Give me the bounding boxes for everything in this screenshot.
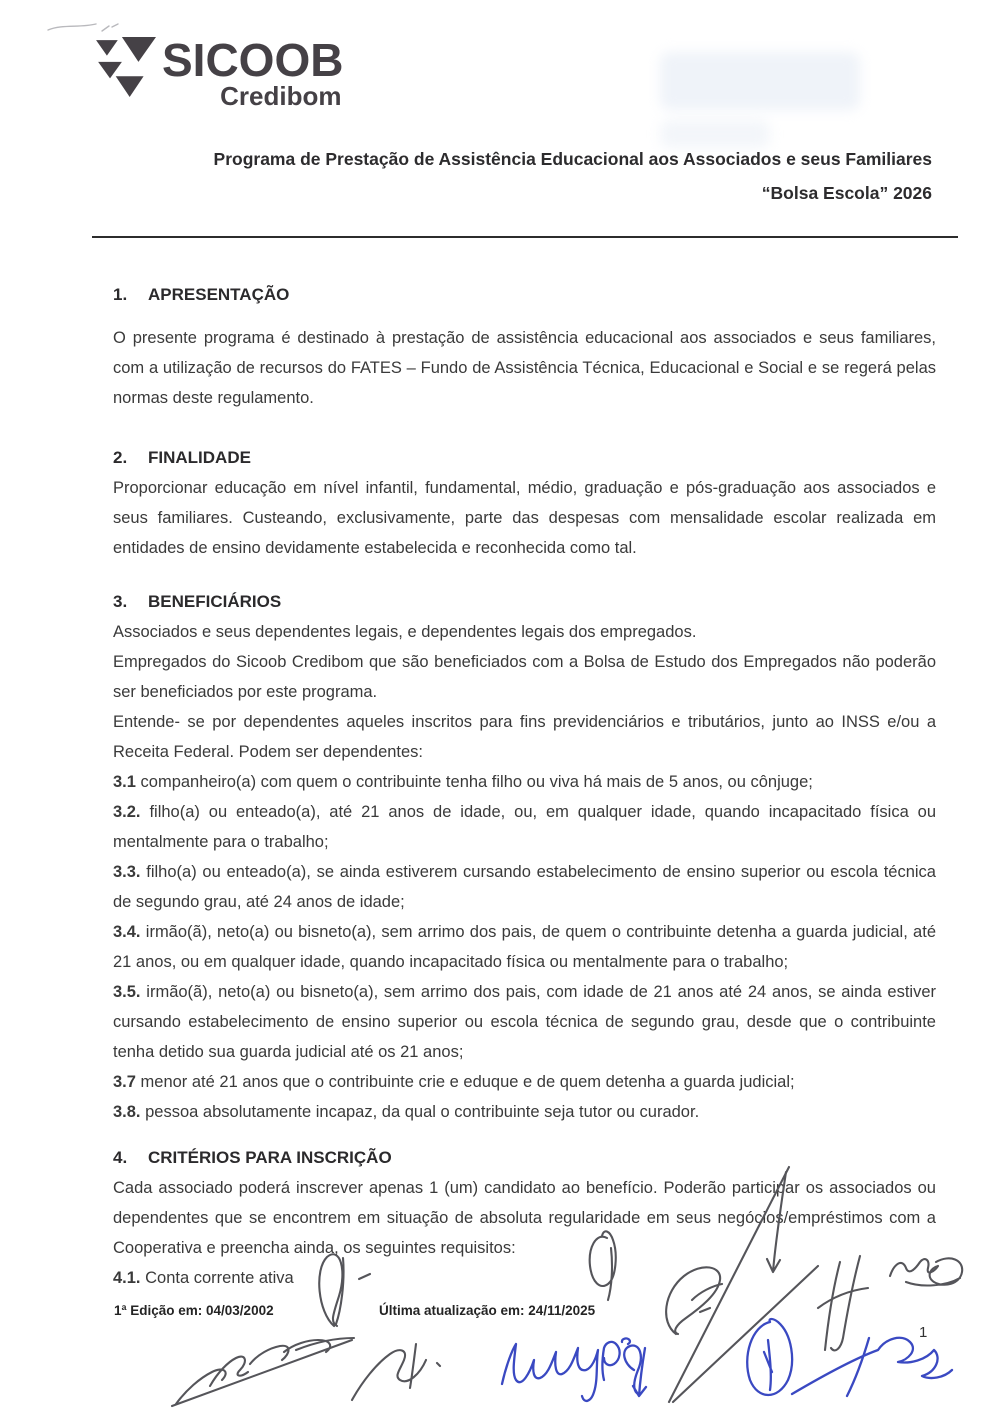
list-item: [113, 797, 936, 857]
section-heading-apresentacao: [113, 280, 936, 310]
paragraph: Cada associado poderá inscrever apenas 1 (um) candidato ao benefício. Poderão participar os associados ou dependentes que se encontrem em situação de absoluta regularidade em seus negócios/empréstimos com a Cooperativa e preencha ainda, os seguintes requisitos:: [113, 1179, 936, 1257]
paragraph: Associados e seus dependentes legais, e dependentes legais dos empregados.: [113, 623, 697, 641]
section-label: CRITÉRIOS PARA INSCRIÇÃO: [148, 1148, 392, 1167]
sicoob-logo-text: [162, 36, 343, 110]
sicoob-subbrand-text: Credibom: [220, 81, 342, 111]
item-label: 3.5.: [113, 983, 141, 1001]
paragraph: O presente programa é destinado à prestação de assistência educacional aos associados e seus familiares, com a utilização de recursos do FATES – Fundo de Assistência Técnica, Educacional e Social e se regerá pelas normas deste regulamento.: [113, 329, 936, 407]
paragraph: Empregados do Sicoob Credibom que são beneficiados com a Bolsa de Estudo dos Empregados não poderão ser beneficiados por este programa.: [113, 653, 936, 701]
item-text: pessoa absolutamente incapaz, da qual o contribuinte seja tutor ou curador.: [145, 1103, 700, 1121]
item-label: 3.7: [113, 1073, 136, 1091]
item-text: filho(a) ou enteado(a), se ainda estiverem cursando estabelecimento de ensino superior ou escola técnica de segundo grau, até 24 anos de idade;: [113, 863, 936, 911]
signature-underline: [172, 1338, 354, 1406]
section-number: 2.: [113, 448, 128, 467]
paragraph: Entende- se por dependentes aqueles inscritos para fins previdenciários e tributários, junto ao INSS e/ou a Receita Federal. Podem ser dependentes:: [113, 713, 936, 761]
item-text: menor até 21 anos que o contribuinte crie e eduque e de quem detenha a guarda judicial;: [140, 1073, 795, 1091]
section-heading-finalidade: [113, 443, 936, 473]
item-text: companheiro(a) com quem o contribuinte tenha filho ou viva há mais de 5 anos, ou cônjuge;: [140, 773, 813, 791]
title-divider: [92, 236, 958, 238]
list-item: [113, 977, 936, 1067]
edition-note: 1ª Edição em: 04/03/2002: [114, 1303, 274, 1318]
list-item: [113, 767, 936, 797]
pencil-mark: [48, 24, 118, 31]
item-label: 4.1.: [113, 1269, 141, 1287]
sicoob-logo: [94, 36, 343, 110]
list-item: [113, 857, 936, 917]
section-number: 1.: [113, 285, 128, 304]
list-item: [113, 1097, 936, 1127]
sicoob-brand-text: SICOOB: [162, 34, 344, 86]
signature-oval: [747, 1319, 792, 1395]
signature-cursive: [176, 1340, 330, 1404]
item-text: irmão(ã), neto(a) ou bisneto(a), sem arrimo dos pais, de quem o contribuinte detenha a guarda judicial, até 21 anos, ou em qualquer idade, quando incapacitado física ou mentalmente para o trabalho;: [113, 923, 936, 971]
item-label: 3.2.: [113, 803, 141, 821]
section-number: 4.: [113, 1148, 128, 1167]
title-line-1: Programa de Prestação de Assistência Educacional aos Associados e seus Familiares: [213, 149, 932, 169]
item-label: 3.4.: [113, 923, 141, 941]
signature-initials: [792, 1338, 952, 1396]
signature-initials: [352, 1344, 440, 1400]
section-label: FINALIDADE: [148, 448, 251, 467]
item-label: 3.3.: [113, 863, 141, 881]
item-label: 3.8.: [113, 1103, 141, 1121]
document-body: [113, 268, 936, 1293]
section-number: 3.: [113, 592, 128, 611]
signature-mark: [624, 1346, 646, 1396]
title-line-2: “Bolsa Escola” 2026: [761, 183, 932, 203]
signature-scribbles-blue: [502, 1319, 952, 1401]
section-heading-criterios: [113, 1143, 936, 1173]
scan-ghost-artifact: [660, 52, 860, 110]
paragraph: Proporcionar educação em nível infantil, fundamental, médio, graduação e pós-graduação aos associados e seus familiares. Custeando, exclusivamente, parte das despesas com mensalidade escolar realizada em entidades de ensino devidamente estabelecida e reconhecida como tal.: [113, 479, 936, 557]
section-label: APRESENTAÇÃO: [148, 285, 290, 304]
item-text: filho(a) ou enteado(a), até 21 anos de idade, ou, em qualquer idade, quando incapacitado física ou mentalmente para o trabalho;: [113, 803, 936, 851]
document-title: [113, 142, 932, 210]
page-number: 1: [919, 1324, 928, 1341]
list-item: [113, 1263, 936, 1293]
section-heading-beneficiarios: [113, 587, 936, 617]
item-text: Conta corrente ativa: [145, 1269, 294, 1287]
item-text: irmão(ã), neto(a) ou bisneto(a), sem arrimo dos pais, com idade de 21 anos até 24 anos, se ainda estiver cursando estabelecimento de ensino superior ou escola técnica de segundo grau, desde que o contribuinte tenha detido sua guarda judicial até os 21 anos;: [113, 983, 936, 1061]
section-label: BENEFICIÁRIOS: [148, 592, 282, 611]
list-item: [113, 917, 936, 977]
item-label: 3.1: [113, 773, 136, 791]
signature-cursive: [502, 1338, 630, 1401]
list-item: [113, 1067, 936, 1097]
sicoob-logo-mark: [94, 36, 156, 98]
last-update-note: Última atualização em: 24/11/2025: [379, 1303, 596, 1318]
